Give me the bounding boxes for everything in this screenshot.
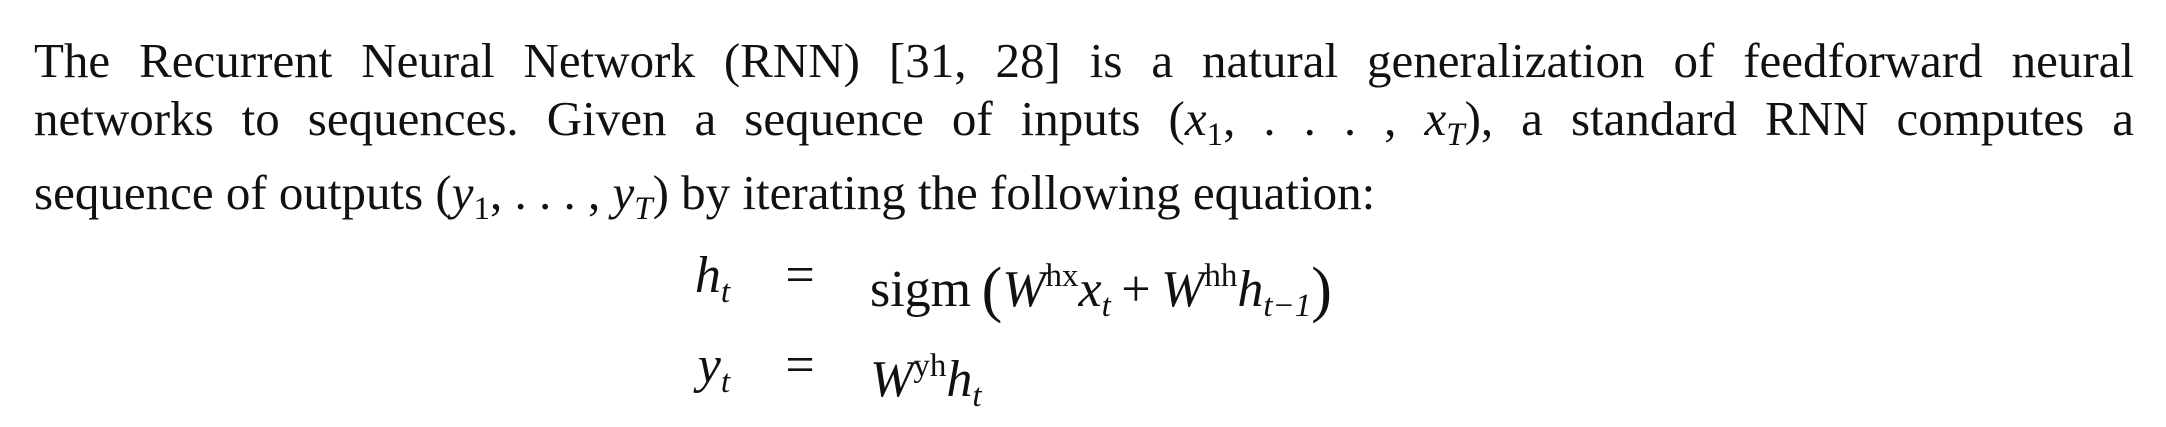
math-x: x <box>1424 91 1447 146</box>
math-y: y <box>451 165 474 220</box>
equation-2-lhs: $y_t$ <box>697 337 730 400</box>
math-subscript: 1 <box>473 191 490 227</box>
text-run: sequence of outputs ( <box>34 165 452 220</box>
equation-1-lhs: $h_t$ <box>694 247 730 310</box>
equation-1-rhs: sigm $(W^{hx}x_t + W^{hh}h_{t-1})$ <box>870 256 1332 324</box>
equation-1-equals: = <box>785 247 815 304</box>
equation-2-equals: = <box>785 337 815 394</box>
body-paragraph <box>34 32 2134 238</box>
paragraph-line-1: The Recurrent Neural Network (RNN) [31, 28] is a natural generalization of feedforward neural <box>34 33 2134 88</box>
math-x: x <box>1184 91 1207 146</box>
paragraph-line-3 <box>34 164 2134 238</box>
paragraph-line-2 <box>34 90 2134 164</box>
text-run: networks to sequences. Given a sequence of inputs ( <box>34 91 1185 146</box>
math-subscript: T <box>1446 117 1465 153</box>
math-ellipsis: , . . . , <box>1223 91 1425 146</box>
text-run: ), a standard RNN computes a <box>1464 91 2135 146</box>
math-subscript: 1 <box>1206 117 1224 153</box>
math-subscript: T <box>634 191 653 227</box>
math-y: y <box>612 165 635 220</box>
equation-2-rhs: $W^{yh}h_t$ <box>870 348 982 414</box>
math-ellipsis: , . . . , <box>490 165 613 220</box>
text-run: ) by iterating the following equation: <box>652 165 1376 220</box>
